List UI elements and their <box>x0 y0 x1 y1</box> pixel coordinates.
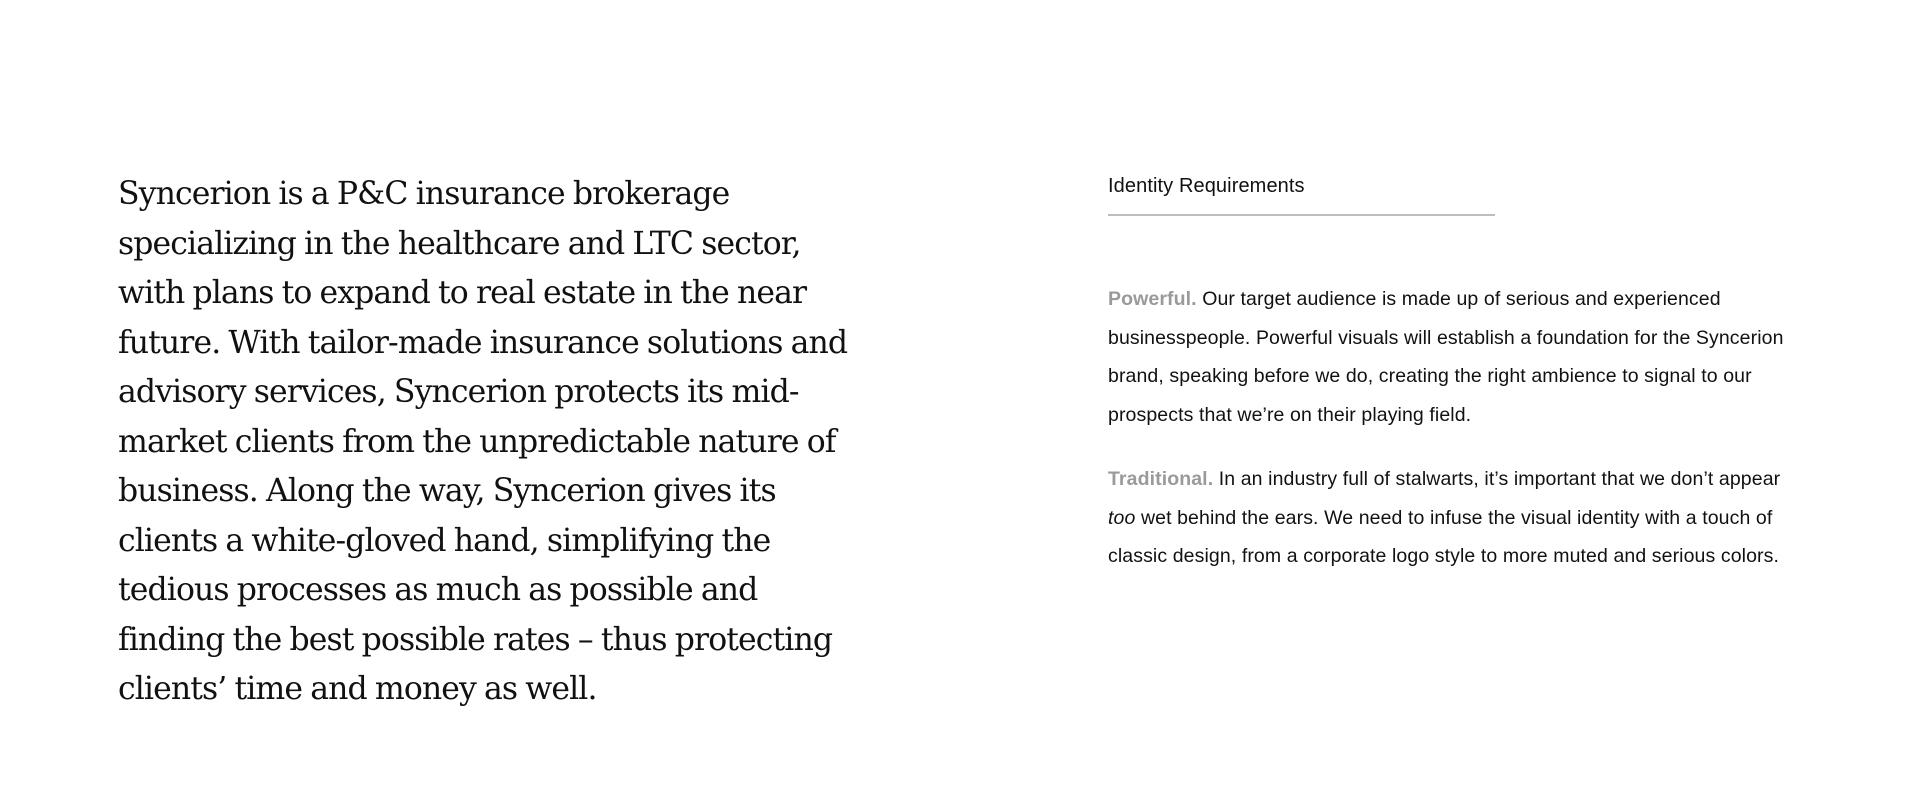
intro-paragraph: Syncerion is a P&C insurance brokerage specializing in the healthcare and LTC sector, with plans to expand to real estate in the near future. With tailor-made insurance solutions and advisory services, Syncerion protects its mid-market clients from the unpredictable nature of business. Along the way, Syncerion gives its clients a white-gloved hand, simplifying the tedious processes as much as possible and finding the best possible rates – thus protecting clients’ time and money as well. <box>118 176 848 707</box>
heading-divider <box>1108 214 1495 216</box>
requirement-traditional-emphasis: too <box>1108 506 1136 529</box>
requirement-traditional <box>1108 460 1798 576</box>
identity-requirements-heading: Identity Requirements <box>1108 175 1305 197</box>
identity-requirements-section <box>1108 172 1798 576</box>
requirement-traditional-text-before: In an industry full of stalwarts, it’s important that we don’t appear <box>1218 468 1781 490</box>
requirement-powerful-lead: Powerful. <box>1108 288 1197 310</box>
requirement-powerful <box>1108 280 1798 434</box>
requirement-traditional-lead: Traditional. <box>1108 468 1214 490</box>
requirement-powerful-text: Our target audience is made up of serious and experienced businesspeople. Powerful visuals will establish a foundation for the Syncerion brand, speaking before we do, creating the right ambience to signal to our prospects that we’re on their playing field. <box>1108 288 1784 426</box>
requirement-traditional-text-after: wet behind the ears. We need to infuse the visual identity with a touch of classic design, from a corporate logo style to more muted and serious colors. <box>1108 506 1780 567</box>
